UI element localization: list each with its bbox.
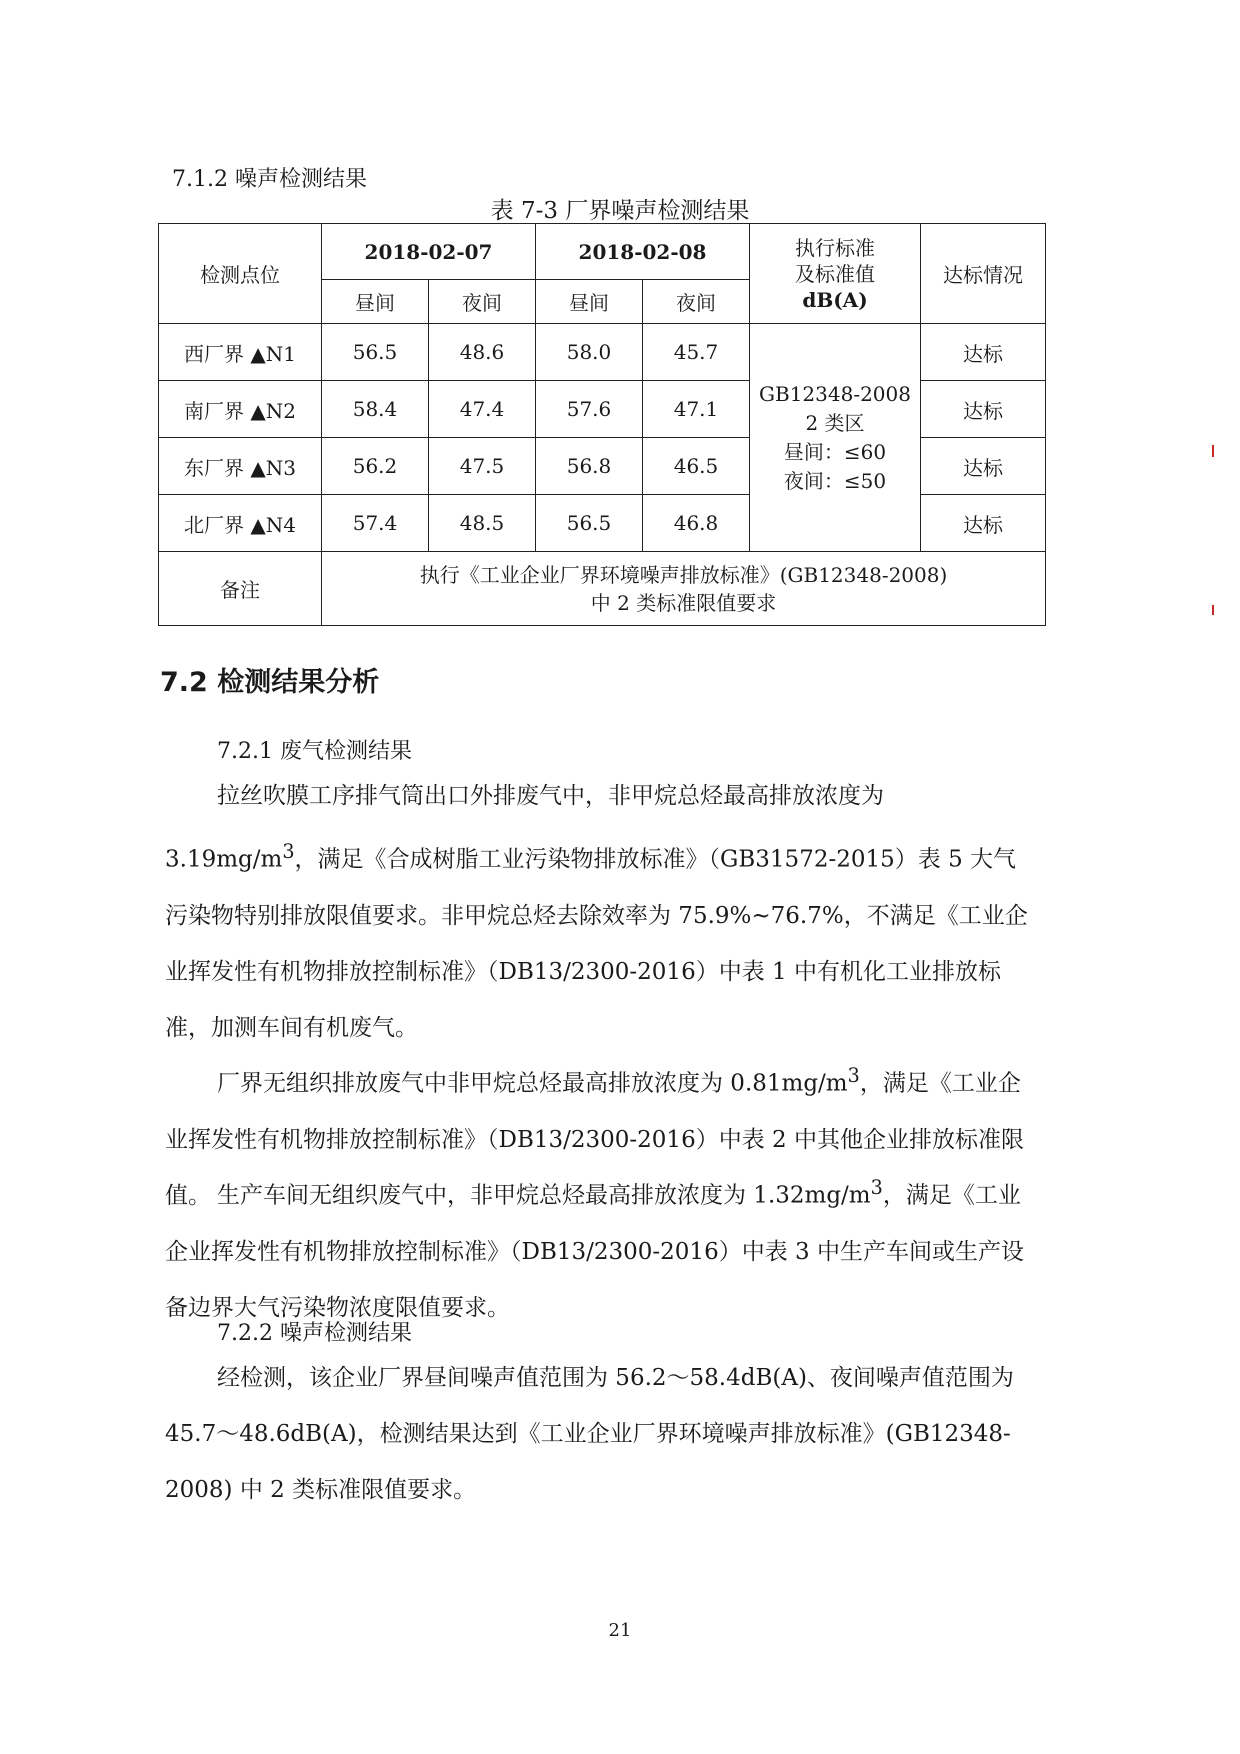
value-cell: 56.8 [536, 438, 643, 495]
value-cell: 56.2 [322, 438, 429, 495]
header-standard-line-2: 及标准值 [795, 261, 875, 286]
point-cell: 北厂界 ▲N4 [159, 495, 322, 552]
para-text: ，满足《合成树脂工业污染物排放标准》（GB31572-2015）表 5 大气污染物特别排放限值要求。非甲烷总烃去除效率为 75.9%~76.7%，不满足《工业企业挥发性有机物排放控制标准》（DB13/2300-2016）中表 1 中有机化工业排放标准，加测车间有机废气。 [165, 846, 1028, 1041]
para-text: 生产车间无组织废气中，非甲烷总烃最高排放浓度为 1.32mg/m [217, 1182, 871, 1209]
point-cell: 西厂界 ▲N1 [159, 324, 322, 381]
scan-artifact-mark [1212, 605, 1214, 615]
value-cell: 57.4 [322, 495, 429, 552]
value-cell: 48.6 [429, 324, 536, 381]
header-day-1: 昼间 [322, 280, 429, 324]
value-cell: 58.0 [536, 324, 643, 381]
paragraph-waste-gas-stack [165, 768, 1035, 1056]
para-text: ，满足《工业企业挥发性有机物排放控制标准》（DB13/2300-2016）中表 2 中其他企业排放标准限值。 [165, 1070, 1024, 1209]
para-text: 厂界无组织排放废气中非甲烷总烃最高排放浓度为 0.81mg/m [217, 1070, 848, 1097]
standard-value-cell [750, 324, 921, 552]
header-night-2: 夜间 [643, 280, 750, 324]
value-cell: 46.5 [643, 438, 750, 495]
table-row [159, 324, 1046, 381]
value-cell: 45.7 [643, 324, 750, 381]
value-cell: 48.5 [429, 495, 536, 552]
para-text: 拉丝吹膜工序排气筒出口外排废气中，非甲烷总烃最高排放浓度为3.19mg/m [165, 783, 884, 873]
para-text: ，满足《工业企业挥发性有机物排放控制标准》（DB13/2300-2016）中表 3 中生产车间或生产设备边界大气污染物浓度限值要求。 [165, 1182, 1024, 1321]
header-date-1: 2018-02-07 [322, 224, 536, 280]
remark-text [322, 552, 1046, 626]
header-status: 达标情况 [921, 224, 1046, 324]
value-cell: 57.6 [536, 381, 643, 438]
point-cell: 东厂界 ▲N3 [159, 438, 322, 495]
status-cell: 达标 [921, 438, 1046, 495]
header-point: 检测点位 [159, 224, 322, 324]
page-number: 21 [608, 1620, 632, 1641]
superscript: 3 [870, 1176, 883, 1199]
header-standard-line-1: 执行标准 [795, 235, 875, 260]
section-7-2-heading: 7.2 检测结果分析 [160, 667, 380, 698]
remark-row [159, 552, 1046, 626]
remark-line-2: 中 2 类标准限值要求 [590, 590, 777, 615]
noise-results-table [158, 223, 1046, 626]
status-cell: 达标 [921, 324, 1046, 381]
header-day-2: 昼间 [536, 280, 643, 324]
header-standard [750, 224, 921, 324]
value-cell: 58.4 [322, 381, 429, 438]
paragraph-workshop-emissions [165, 1160, 1035, 1336]
standard-night-limit: 夜间：≤50 [783, 468, 887, 493]
header-night-1: 夜间 [429, 280, 536, 324]
section-7-1-2-heading: 7.1.2 噪声检测结果 [172, 167, 367, 192]
value-cell: 47.5 [429, 438, 536, 495]
superscript: 3 [282, 840, 295, 863]
standard-class: 2 类区 [805, 410, 865, 435]
value-cell: 47.4 [429, 381, 536, 438]
value-cell: 46.8 [643, 495, 750, 552]
section-7-2-2-heading: 7.2.2 噪声检测结果 [217, 1321, 412, 1346]
superscript: 3 [847, 1064, 860, 1087]
header-date-2: 2018-02-08 [536, 224, 750, 280]
remark-line-1: 执行《工业企业厂界环境噪声排放标准》(GB12348-2008) [419, 562, 948, 587]
value-cell: 56.5 [322, 324, 429, 381]
para-text: 经检测，该企业厂界昼间噪声值范围为 56.2～58.4dB(A)、夜间噪声值范围为 45.7～48.6dB(A)，检测结果达到《工业企业厂界环境噪声排放标准》(GB12348-2008) 中 2 类标准限值要求。 [165, 1365, 1014, 1503]
scan-artifact-mark [1212, 445, 1214, 457]
standard-code: GB12348-2008 [759, 381, 911, 406]
paragraph-noise-results [165, 1350, 1035, 1518]
section-7-2-1-heading: 7.2.1 废气检测结果 [217, 739, 412, 764]
table-caption: 表 7-3 厂界噪声检测结果 [490, 198, 750, 224]
remark-label: 备注 [159, 552, 322, 626]
status-cell: 达标 [921, 381, 1046, 438]
header-standard-unit: dB(A) [802, 287, 868, 312]
value-cell: 56.5 [536, 495, 643, 552]
status-cell: 达标 [921, 495, 1046, 552]
point-cell: 南厂界 ▲N2 [159, 381, 322, 438]
standard-day-limit: 昼间：≤60 [783, 439, 887, 464]
value-cell: 47.1 [643, 381, 750, 438]
